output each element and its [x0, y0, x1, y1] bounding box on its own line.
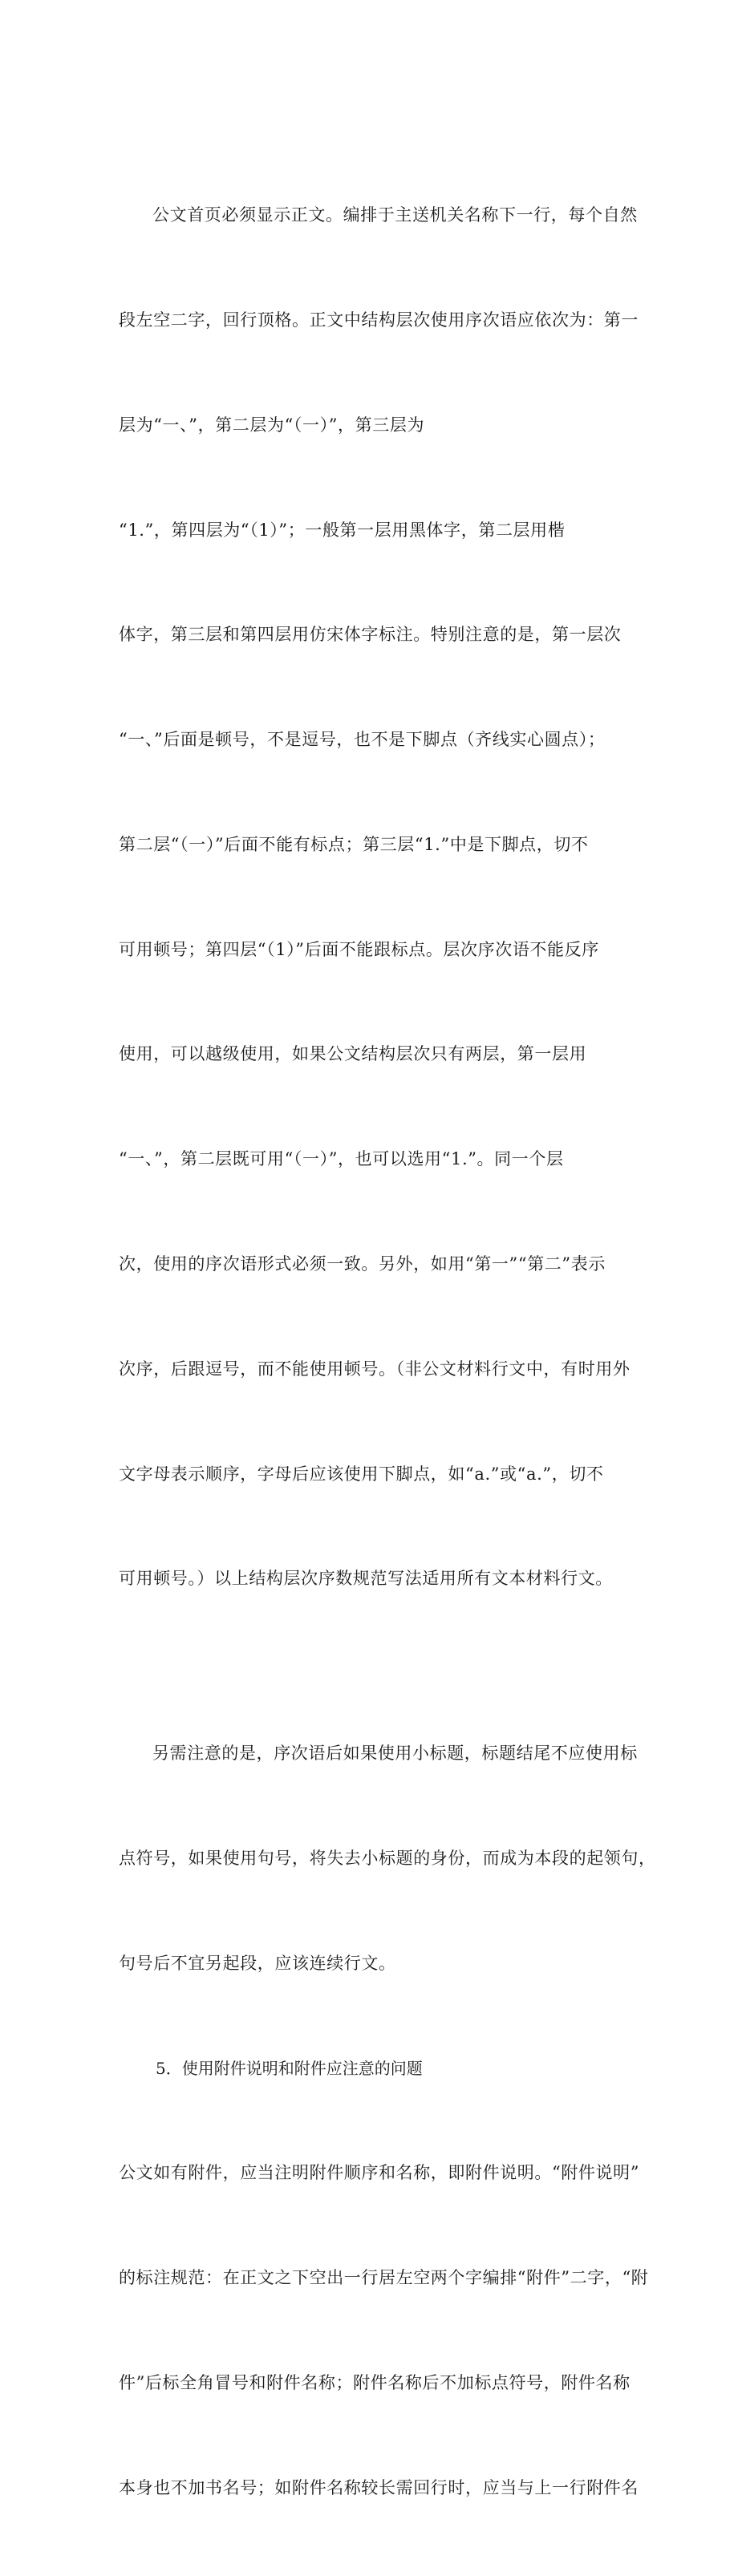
text-line: 第二层“（一）”后面不能有标点；第三层“1.”中是下脚点，切不 — [119, 834, 589, 854]
paragraph-attachment-notes — [119, 2086, 649, 2575]
text-line: 件”后标全角冒号和附件名称；附件名称后不加标点符号，附件名称 — [119, 2373, 631, 2392]
text-line: 另需注意的是，序次语后如果使用小标题，标题结尾不应使用标 — [152, 1744, 638, 1764]
paragraph-subtitle-punctuation — [119, 1667, 656, 2051]
text-line: 段左空二字，回行顶格。正文中结构层次使用序次语应依次为：第一 — [119, 310, 639, 330]
text-line: 体字，第三层和第四层用仿宋体字标注。特别注意的是，第一层次 — [119, 625, 622, 645]
text-line: 句号后不宜另起段，应该连续行文。 — [119, 1953, 396, 1973]
text-line: 的标注规范：在正文之下空出一行居左空两个字编排“附件”二字，“附 — [119, 2268, 649, 2288]
text-line: “一、”后面是顿号，不是逗号，也不是下脚点（齐线实心圆点）； — [119, 730, 606, 750]
text-line: 使用，可以越级使用，如果公文结构层次只有两层，第一层用 — [119, 1044, 587, 1064]
text-line: 可用顿号；第四层“（1）”后面不能跟标点。层次序次语不能反序 — [119, 939, 599, 959]
section-heading: 5．使用附件说明和附件应注意的问题 — [156, 2058, 423, 2078]
text-line: 层为“一、”，第二层为“（一）”，第三层为 — [119, 415, 425, 435]
text-line: “1.”，第四层为“（1）”；一般第一层用黑体字，第二层用楷 — [119, 520, 566, 540]
paragraph-ordinal-rules — [119, 128, 642, 1667]
text-line: “一、”，第二层既可用“（一）”，也可以选用“1.”。同一个层 — [119, 1149, 564, 1169]
text-line: 公文首页必须显示正文。编排于主送机关名称下一行，每个自然 — [152, 205, 638, 225]
document-body — [119, 128, 656, 2576]
text-line: 公文如有附件，应当注明附件顺序和名称，即附件说明。“附件说明” — [119, 2163, 640, 2183]
text-line: 次，使用的序次语形式必须一致。另外，如用“第一”“第二”表示 — [119, 1254, 606, 1274]
text-line: 文字母表示顺序，字母后应该使用下脚点，如“a.”或“a.”，切不 — [119, 1464, 604, 1484]
text-line: 点符号，如果使用句号，将失去小标题的身份，而成为本段的起领句， — [119, 1849, 656, 1869]
text-line: 次序，后跟逗号，而不能使用顿号。（非公文材料行文中，有时用外 — [119, 1359, 631, 1379]
text-line: 可用顿号。）以上结构层次序数规范写法适用所有文本材料行文。 — [119, 1569, 613, 1589]
text-line: 本身也不加书名号；如附件名称较长需回行时，应当与上一行附件名 — [119, 2477, 639, 2497]
